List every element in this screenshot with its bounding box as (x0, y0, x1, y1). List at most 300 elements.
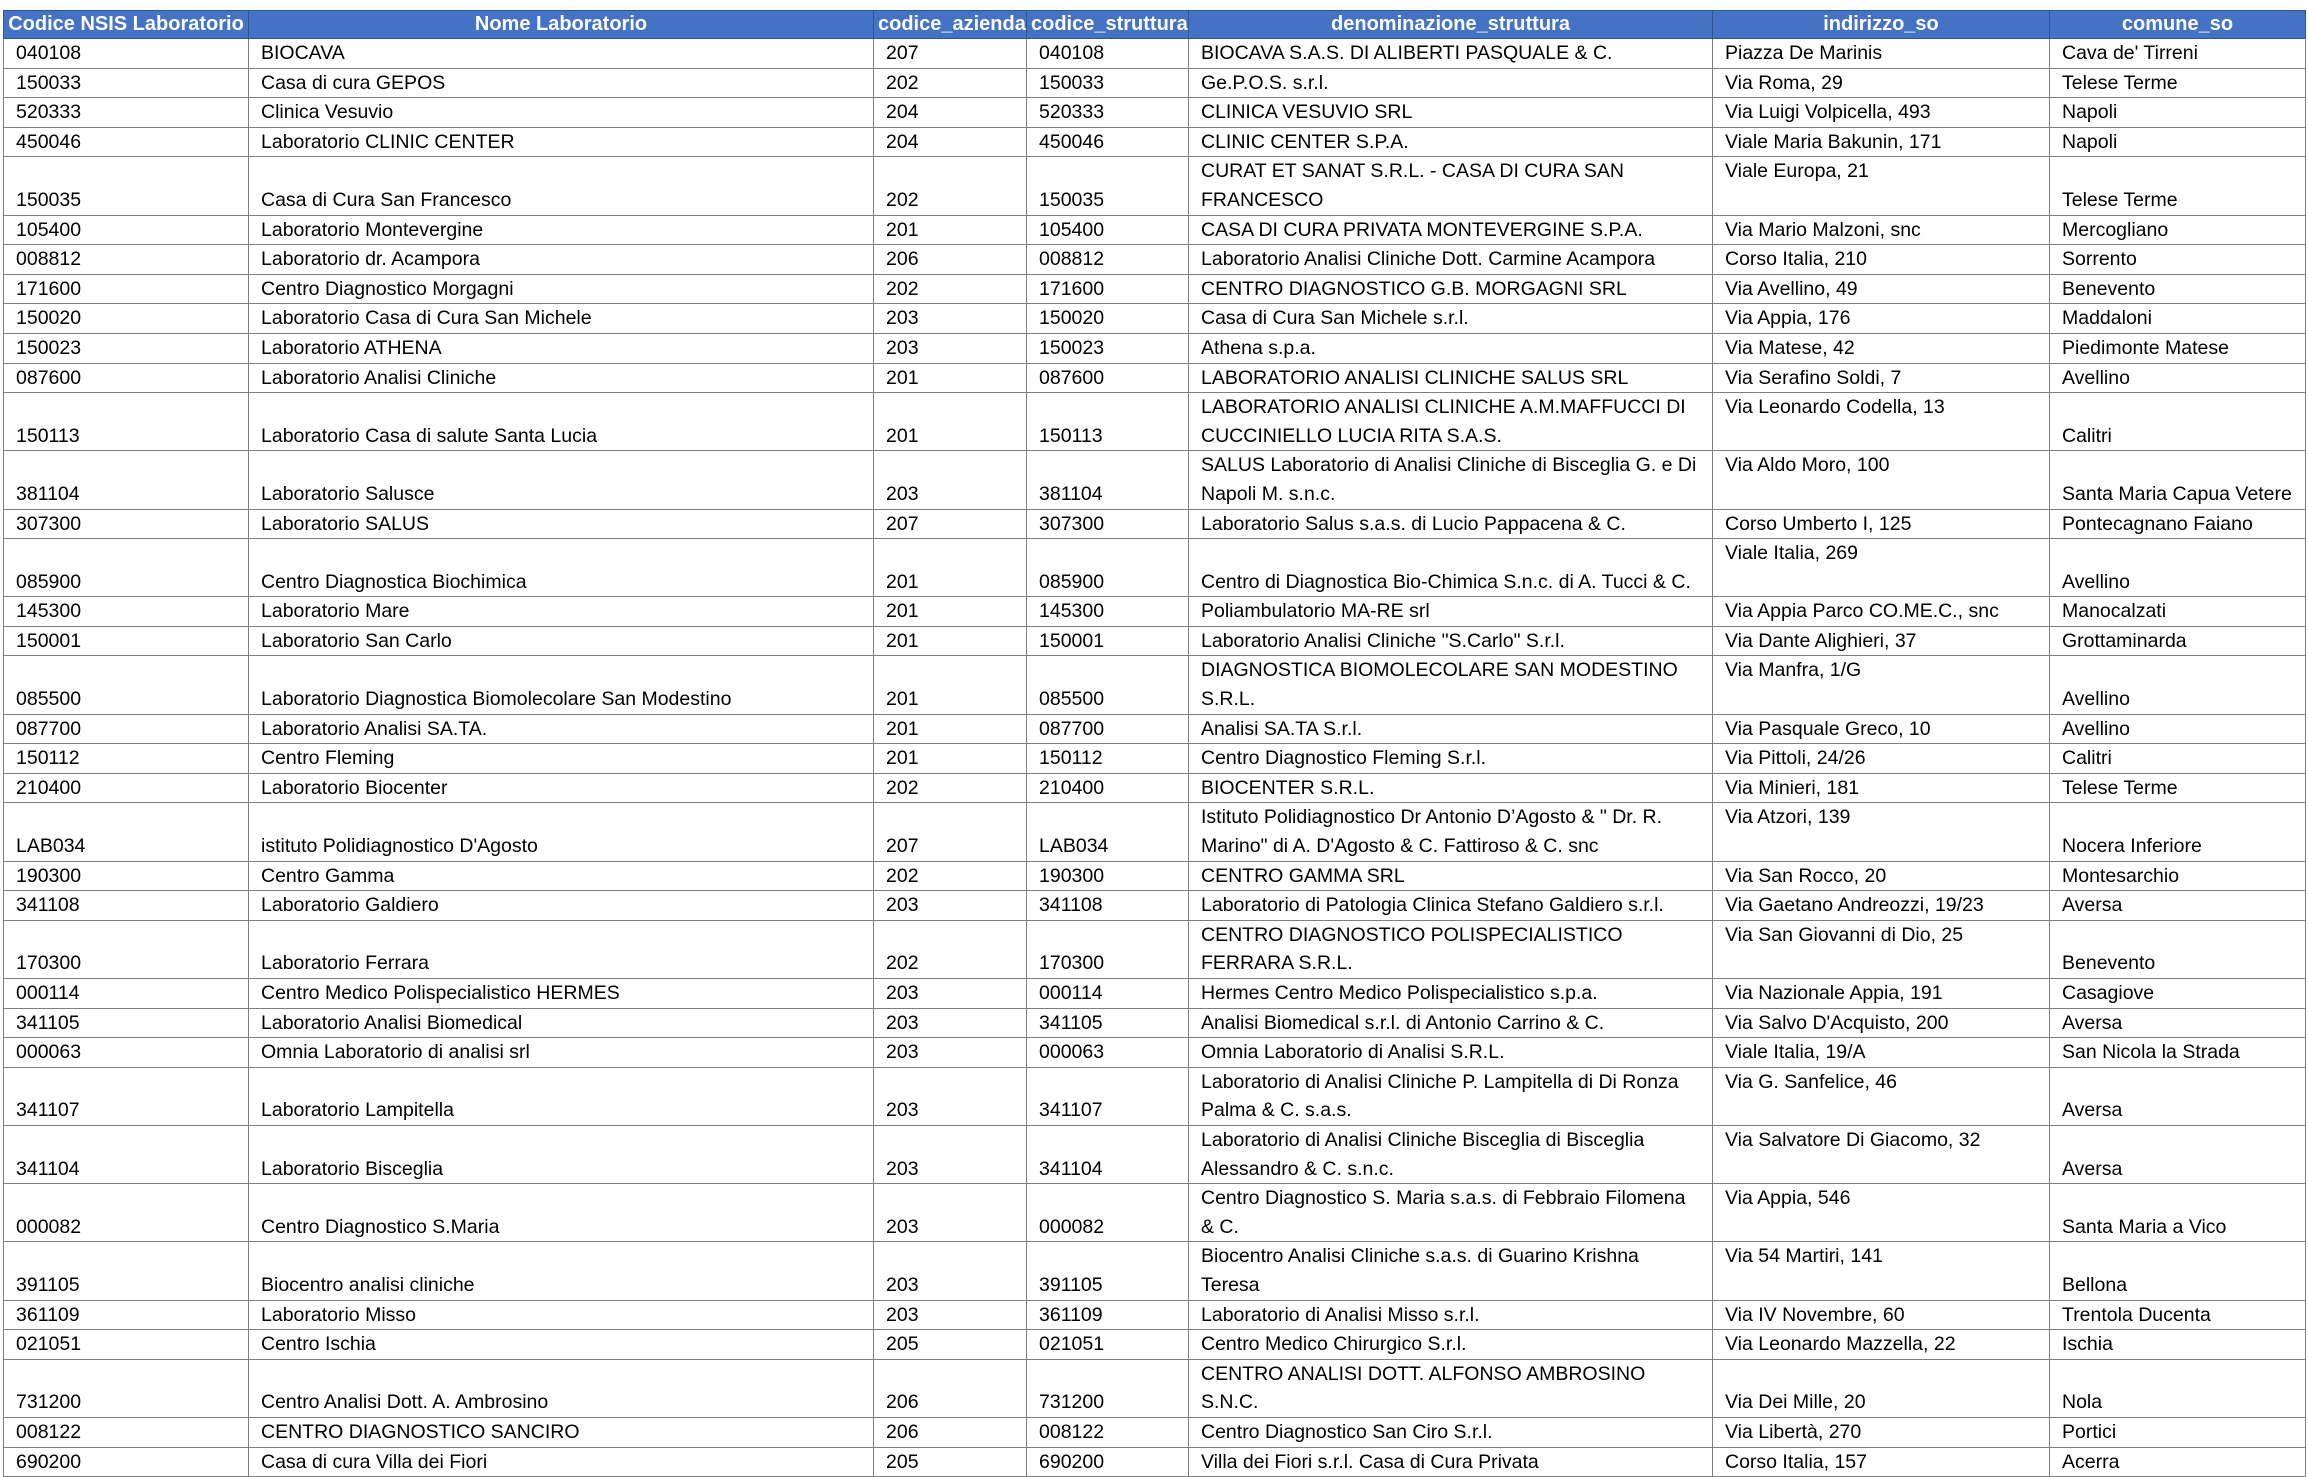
comune-cell[interactable]: Bellona (2050, 1242, 2306, 1300)
indirizzo-cell[interactable]: Via Minieri, 181 (1713, 773, 2050, 803)
table-row[interactable] (4, 509, 2306, 539)
nome-laboratorio-cell[interactable]: Laboratorio Lampitella (249, 1067, 874, 1125)
table-row[interactable] (4, 979, 2306, 1009)
comune-cell[interactable]: Aversa (2050, 1125, 2306, 1183)
denominazione-cell[interactable]: Villa dei Fiori s.r.l. Casa di Cura Privata (1189, 1447, 1713, 1477)
indirizzo-cell[interactable]: Piazza De Marinis (1713, 39, 2050, 69)
table-row[interactable] (4, 39, 2306, 69)
indirizzo-cell[interactable]: Corso Umberto I, 125 (1713, 509, 2050, 539)
nome-laboratorio-cell[interactable]: Centro Diagnostico Morgagni (249, 274, 874, 304)
nome-laboratorio-cell[interactable]: Laboratorio Casa di salute Santa Lucia (249, 393, 874, 451)
codice-nsis-cell[interactable]: 391105 (4, 1242, 249, 1300)
codice-azienda-cell[interactable]: 201 (874, 215, 1027, 245)
codice-struttura-cell[interactable]: 150113 (1027, 393, 1189, 451)
nome-laboratorio-cell[interactable]: CENTRO DIAGNOSTICO SANCIRO (249, 1417, 874, 1447)
indirizzo-cell[interactable]: Via Dante Alighieri, 37 (1713, 626, 2050, 656)
codice-azienda-cell[interactable]: 202 (874, 920, 1027, 978)
indirizzo-cell[interactable]: Via Appia Parco CO.ME.C., snc (1713, 597, 2050, 627)
denominazione-cell[interactable]: Laboratorio di Analisi Misso s.r.l. (1189, 1300, 1713, 1330)
codice-nsis-cell[interactable]: 150035 (4, 157, 249, 215)
denominazione-cell[interactable]: Biocentro Analisi Cliniche s.a.s. di Guarino Krishna Teresa (1189, 1242, 1713, 1300)
codice-struttura-cell[interactable]: 341108 (1027, 891, 1189, 921)
indirizzo-cell[interactable]: Viale Maria Bakunin, 171 (1713, 127, 2050, 157)
nome-laboratorio-cell[interactable]: Centro Diagnostica Biochimica (249, 539, 874, 597)
indirizzo-cell[interactable]: Viale Italia, 19/A (1713, 1038, 2050, 1068)
table-row[interactable] (4, 451, 2306, 509)
denominazione-cell[interactable]: CURAT ET SANAT S.R.L. - CASA DI CURA SAN FRANCESCO (1189, 157, 1713, 215)
indirizzo-cell[interactable]: Via Libertà, 270 (1713, 1417, 2050, 1447)
codice-nsis-cell[interactable]: 450046 (4, 127, 249, 157)
nome-laboratorio-cell[interactable]: Laboratorio SALUS (249, 509, 874, 539)
codice-azienda-cell[interactable]: 201 (874, 626, 1027, 656)
comune-cell[interactable]: Casagiove (2050, 979, 2306, 1009)
codice-struttura-cell[interactable]: 381104 (1027, 451, 1189, 509)
indirizzo-cell[interactable]: Via Avellino, 49 (1713, 274, 2050, 304)
table-row[interactable] (4, 1447, 2306, 1477)
denominazione-cell[interactable]: Analisi Biomedical s.r.l. di Antonio Carrino & C. (1189, 1008, 1713, 1038)
indirizzo-cell[interactable]: Via Leonardo Codella, 13 (1713, 393, 2050, 451)
nome-laboratorio-cell[interactable]: Laboratorio Bisceglia (249, 1125, 874, 1183)
codice-azienda-cell[interactable]: 203 (874, 304, 1027, 334)
codice-struttura-cell[interactable]: 520333 (1027, 98, 1189, 128)
codice-nsis-cell[interactable]: 341105 (4, 1008, 249, 1038)
codice-struttura-cell[interactable]: 008812 (1027, 245, 1189, 275)
codice-azienda-cell[interactable]: 203 (874, 451, 1027, 509)
codice-azienda-cell[interactable]: 201 (874, 597, 1027, 627)
indirizzo-cell[interactable]: Via Matese, 42 (1713, 333, 2050, 363)
comune-cell[interactable]: Santa Maria Capua Vetere (2050, 451, 2306, 509)
codice-azienda-cell[interactable]: 202 (874, 157, 1027, 215)
indirizzo-cell[interactable]: Via Luigi Volpicella, 493 (1713, 98, 2050, 128)
table-row[interactable] (4, 215, 2306, 245)
comune-cell[interactable]: Trentola Ducenta (2050, 1300, 2306, 1330)
codice-azienda-cell[interactable]: 204 (874, 98, 1027, 128)
comune-cell[interactable]: Portici (2050, 1417, 2306, 1447)
codice-struttura-cell[interactable]: 087600 (1027, 363, 1189, 393)
header-codice-nsis[interactable]: Codice NSIS Laboratorio (4, 11, 249, 39)
nome-laboratorio-cell[interactable]: Laboratorio Biocenter (249, 773, 874, 803)
codice-azienda-cell[interactable]: 207 (874, 509, 1027, 539)
nome-laboratorio-cell[interactable]: Centro Medico Polispecialistico HERMES (249, 979, 874, 1009)
indirizzo-cell[interactable]: Via San Rocco, 20 (1713, 861, 2050, 891)
codice-azienda-cell[interactable]: 202 (874, 274, 1027, 304)
codice-struttura-cell[interactable]: 087700 (1027, 714, 1189, 744)
nome-laboratorio-cell[interactable]: Centro Ischia (249, 1330, 874, 1360)
codice-nsis-cell[interactable]: 008812 (4, 245, 249, 275)
comune-cell[interactable]: Aversa (2050, 891, 2306, 921)
table-row[interactable] (4, 803, 2306, 861)
nome-laboratorio-cell[interactable]: Laboratorio Montevergine (249, 215, 874, 245)
nome-laboratorio-cell[interactable]: Laboratorio Salusce (249, 451, 874, 509)
codice-nsis-cell[interactable]: LAB034 (4, 803, 249, 861)
codice-nsis-cell[interactable]: 690200 (4, 1447, 249, 1477)
table-row[interactable] (4, 245, 2306, 275)
codice-azienda-cell[interactable]: 206 (874, 245, 1027, 275)
codice-azienda-cell[interactable]: 201 (874, 656, 1027, 714)
codice-azienda-cell[interactable]: 201 (874, 714, 1027, 744)
codice-azienda-cell[interactable]: 207 (874, 803, 1027, 861)
codice-nsis-cell[interactable]: 341104 (4, 1125, 249, 1183)
codice-azienda-cell[interactable]: 203 (874, 1038, 1027, 1068)
denominazione-cell[interactable]: Centro Diagnostico S. Maria s.a.s. di Febbraio Filomena & C. (1189, 1184, 1713, 1242)
codice-nsis-cell[interactable]: 145300 (4, 597, 249, 627)
indirizzo-cell[interactable]: Via Salvo D'Acquisto, 200 (1713, 1008, 2050, 1038)
table-row[interactable] (4, 773, 2306, 803)
table-row[interactable] (4, 304, 2306, 334)
table-row[interactable] (4, 656, 2306, 714)
comune-cell[interactable]: Sorrento (2050, 245, 2306, 275)
comune-cell[interactable]: Avellino (2050, 656, 2306, 714)
comune-cell[interactable]: Calitri (2050, 393, 2306, 451)
indirizzo-cell[interactable]: Via Atzori, 139 (1713, 803, 2050, 861)
denominazione-cell[interactable]: Athena s.p.a. (1189, 333, 1713, 363)
header-indirizzo[interactable]: indirizzo_so (1713, 11, 2050, 39)
table-row[interactable] (4, 714, 2306, 744)
codice-struttura-cell[interactable]: 170300 (1027, 920, 1189, 978)
denominazione-cell[interactable]: Centro Diagnostico San Ciro S.r.l. (1189, 1417, 1713, 1447)
codice-struttura-cell[interactable]: 000082 (1027, 1184, 1189, 1242)
codice-nsis-cell[interactable]: 150020 (4, 304, 249, 334)
indirizzo-cell[interactable]: Via Gaetano Andreozzi, 19/23 (1713, 891, 2050, 921)
table-row[interactable] (4, 1242, 2306, 1300)
nome-laboratorio-cell[interactable]: Centro Diagnostico S.Maria (249, 1184, 874, 1242)
codice-azienda-cell[interactable]: 203 (874, 1067, 1027, 1125)
nome-laboratorio-cell[interactable]: Laboratorio Analisi SA.TA. (249, 714, 874, 744)
table-row[interactable] (4, 363, 2306, 393)
comune-cell[interactable]: Manocalzati (2050, 597, 2306, 627)
indirizzo-cell[interactable]: Via Pittoli, 24/26 (1713, 744, 2050, 774)
nome-laboratorio-cell[interactable]: istituto Polidiagnostico D'Agosto (249, 803, 874, 861)
denominazione-cell[interactable]: Laboratorio Analisi Cliniche "S.Carlo" S.r.l. (1189, 626, 1713, 656)
codice-struttura-cell[interactable]: 690200 (1027, 1447, 1189, 1477)
codice-nsis-cell[interactable]: 210400 (4, 773, 249, 803)
comune-cell[interactable]: Acerra (2050, 1447, 2306, 1477)
comune-cell[interactable]: Avellino (2050, 714, 2306, 744)
denominazione-cell[interactable]: Laboratorio di Patologia Clinica Stefano Galdiero s.r.l. (1189, 891, 1713, 921)
nome-laboratorio-cell[interactable]: Laboratorio dr. Acampora (249, 245, 874, 275)
denominazione-cell[interactable]: Laboratorio Salus s.a.s. di Lucio Pappacena & C. (1189, 509, 1713, 539)
denominazione-cell[interactable]: LABORATORIO ANALISI CLINICHE SALUS SRL (1189, 363, 1713, 393)
nome-laboratorio-cell[interactable]: Centro Fleming (249, 744, 874, 774)
table-row[interactable] (4, 1008, 2306, 1038)
indirizzo-cell[interactable]: Viale Italia, 269 (1713, 539, 2050, 597)
indirizzo-cell[interactable]: Via Serafino Soldi, 7 (1713, 363, 2050, 393)
header-denominazione-struttura[interactable]: denominazione_struttura (1189, 11, 1713, 39)
codice-struttura-cell[interactable]: 171600 (1027, 274, 1189, 304)
denominazione-cell[interactable]: Centro Medico Chirurgico S.r.l. (1189, 1330, 1713, 1360)
table-row[interactable] (4, 68, 2306, 98)
table-row[interactable] (4, 157, 2306, 215)
indirizzo-cell[interactable]: Viale Europa, 21 (1713, 157, 2050, 215)
codice-nsis-cell[interactable]: 150033 (4, 68, 249, 98)
codice-nsis-cell[interactable]: 520333 (4, 98, 249, 128)
codice-nsis-cell[interactable]: 105400 (4, 215, 249, 245)
codice-nsis-cell[interactable]: 000082 (4, 1184, 249, 1242)
codice-azienda-cell[interactable]: 203 (874, 891, 1027, 921)
indirizzo-cell[interactable]: Via Mario Malzoni, snc (1713, 215, 2050, 245)
nome-laboratorio-cell[interactable]: Laboratorio ATHENA (249, 333, 874, 363)
table-row[interactable] (4, 1038, 2306, 1068)
indirizzo-cell[interactable]: Corso Italia, 157 (1713, 1447, 2050, 1477)
table-row[interactable] (4, 1067, 2306, 1125)
indirizzo-cell[interactable]: Via Appia, 176 (1713, 304, 2050, 334)
comune-cell[interactable]: Avellino (2050, 539, 2306, 597)
codice-azienda-cell[interactable]: 203 (874, 1242, 1027, 1300)
nome-laboratorio-cell[interactable]: BIOCAVA (249, 39, 874, 69)
indirizzo-cell[interactable]: Via Nazionale Appia, 191 (1713, 979, 2050, 1009)
comune-cell[interactable]: Napoli (2050, 98, 2306, 128)
table-row[interactable] (4, 1125, 2306, 1183)
nome-laboratorio-cell[interactable]: Laboratorio Analisi Cliniche (249, 363, 874, 393)
codice-struttura-cell[interactable]: 341107 (1027, 1067, 1189, 1125)
codice-nsis-cell[interactable]: 087700 (4, 714, 249, 744)
codice-struttura-cell[interactable]: 150112 (1027, 744, 1189, 774)
codice-azienda-cell[interactable]: 203 (874, 979, 1027, 1009)
table-row[interactable] (4, 1417, 2306, 1447)
codice-azienda-cell[interactable]: 202 (874, 68, 1027, 98)
header-nome-laboratorio[interactable]: Nome Laboratorio (249, 11, 874, 39)
comune-cell[interactable]: Aversa (2050, 1067, 2306, 1125)
denominazione-cell[interactable]: Poliambulatorio MA-RE srl (1189, 597, 1713, 627)
table-row[interactable] (4, 920, 2306, 978)
codice-struttura-cell[interactable]: LAB034 (1027, 803, 1189, 861)
denominazione-cell[interactable]: BIOCAVA S.A.S. DI ALIBERTI PASQUALE & C. (1189, 39, 1713, 69)
codice-nsis-cell[interactable]: 000114 (4, 979, 249, 1009)
denominazione-cell[interactable]: LABORATORIO ANALISI CLINICHE A.M.MAFFUCCI DI CUCCINIELLO LUCIA RITA S.A.S. (1189, 393, 1713, 451)
comune-cell[interactable]: Aversa (2050, 1008, 2306, 1038)
comune-cell[interactable]: Montesarchio (2050, 861, 2306, 891)
nome-laboratorio-cell[interactable]: Clinica Vesuvio (249, 98, 874, 128)
comune-cell[interactable]: Telese Terme (2050, 773, 2306, 803)
comune-cell[interactable]: Cava de' Tirreni (2050, 39, 2306, 69)
table-row[interactable] (4, 333, 2306, 363)
codice-nsis-cell[interactable]: 150113 (4, 393, 249, 451)
nome-laboratorio-cell[interactable]: Casa di cura Villa dei Fiori (249, 1447, 874, 1477)
codice-nsis-cell[interactable]: 190300 (4, 861, 249, 891)
codice-azienda-cell[interactable]: 207 (874, 39, 1027, 69)
indirizzo-cell[interactable]: Via Dei Mille, 20 (1713, 1359, 2050, 1417)
codice-nsis-cell[interactable]: 361109 (4, 1300, 249, 1330)
codice-azienda-cell[interactable]: 201 (874, 744, 1027, 774)
table-row[interactable] (4, 626, 2306, 656)
denominazione-cell[interactable]: CASA DI CURA PRIVATA MONTEVERGINE S.P.A. (1189, 215, 1713, 245)
denominazione-cell[interactable]: Laboratorio Analisi Cliniche Dott. Carmine Acampora (1189, 245, 1713, 275)
codice-nsis-cell[interactable]: 170300 (4, 920, 249, 978)
denominazione-cell[interactable]: Istituto Polidiagnostico Dr Antonio D’Agosto & " Dr. R. Marino" di A. D'Agosto & C. Fattiroso & C. snc (1189, 803, 1713, 861)
comune-cell[interactable]: Pontecagnano Faiano (2050, 509, 2306, 539)
codice-struttura-cell[interactable]: 150001 (1027, 626, 1189, 656)
codice-struttura-cell[interactable]: 150033 (1027, 68, 1189, 98)
table-row[interactable] (4, 127, 2306, 157)
codice-struttura-cell[interactable]: 361109 (1027, 1300, 1189, 1330)
codice-nsis-cell[interactable]: 021051 (4, 1330, 249, 1360)
nome-laboratorio-cell[interactable]: Laboratorio Galdiero (249, 891, 874, 921)
codice-struttura-cell[interactable]: 150023 (1027, 333, 1189, 363)
indirizzo-cell[interactable]: Via Roma, 29 (1713, 68, 2050, 98)
codice-nsis-cell[interactable]: 085500 (4, 656, 249, 714)
codice-struttura-cell[interactable]: 021051 (1027, 1330, 1189, 1360)
header-codice-azienda[interactable]: codice_azienda (874, 11, 1027, 39)
nome-laboratorio-cell[interactable]: Centro Analisi Dott. A. Ambrosino (249, 1359, 874, 1417)
table-row[interactable] (4, 274, 2306, 304)
table-row[interactable] (4, 1330, 2306, 1360)
codice-nsis-cell[interactable]: 150023 (4, 333, 249, 363)
codice-azienda-cell[interactable]: 205 (874, 1330, 1027, 1360)
codice-azienda-cell[interactable]: 203 (874, 1184, 1027, 1242)
codice-azienda-cell[interactable]: 203 (874, 1125, 1027, 1183)
table-row[interactable] (4, 744, 2306, 774)
codice-struttura-cell[interactable]: 210400 (1027, 773, 1189, 803)
nome-laboratorio-cell[interactable]: Biocentro analisi cliniche (249, 1242, 874, 1300)
codice-struttura-cell[interactable]: 341104 (1027, 1125, 1189, 1183)
codice-azienda-cell[interactable]: 202 (874, 773, 1027, 803)
indirizzo-cell[interactable]: Via Leonardo Mazzella, 22 (1713, 1330, 2050, 1360)
comune-cell[interactable]: Nocera Inferiore (2050, 803, 2306, 861)
denominazione-cell[interactable]: Laboratorio di Analisi Cliniche Bisceglia di Bisceglia Alessandro & C. s.n.c. (1189, 1125, 1713, 1183)
comune-cell[interactable]: Benevento (2050, 920, 2306, 978)
codice-nsis-cell[interactable]: 000063 (4, 1038, 249, 1068)
codice-azienda-cell[interactable]: 206 (874, 1417, 1027, 1447)
denominazione-cell[interactable]: DIAGNOSTICA BIOMOLECOLARE SAN MODESTINO S.R.L. (1189, 656, 1713, 714)
codice-struttura-cell[interactable]: 085900 (1027, 539, 1189, 597)
nome-laboratorio-cell[interactable]: Omnia Laboratorio di analisi srl (249, 1038, 874, 1068)
comune-cell[interactable]: Maddaloni (2050, 304, 2306, 334)
codice-azienda-cell[interactable]: 203 (874, 1008, 1027, 1038)
indirizzo-cell[interactable]: Via 54 Martiri, 141 (1713, 1242, 2050, 1300)
comune-cell[interactable]: Nola (2050, 1359, 2306, 1417)
nome-laboratorio-cell[interactable]: Laboratorio San Carlo (249, 626, 874, 656)
indirizzo-cell[interactable]: Via IV Novembre, 60 (1713, 1300, 2050, 1330)
comune-cell[interactable]: Mercogliano (2050, 215, 2306, 245)
denominazione-cell[interactable]: CENTRO GAMMA SRL (1189, 861, 1713, 891)
nome-laboratorio-cell[interactable]: Laboratorio Casa di Cura San Michele (249, 304, 874, 334)
comune-cell[interactable]: Telese Terme (2050, 68, 2306, 98)
indirizzo-cell[interactable]: Via Salvatore Di Giacomo, 32 (1713, 1125, 2050, 1183)
codice-azienda-cell[interactable]: 202 (874, 861, 1027, 891)
codice-azienda-cell[interactable]: 204 (874, 127, 1027, 157)
codice-struttura-cell[interactable]: 000063 (1027, 1038, 1189, 1068)
table-row[interactable] (4, 98, 2306, 128)
nome-laboratorio-cell[interactable]: Casa di cura GEPOS (249, 68, 874, 98)
indirizzo-cell[interactable]: Via Pasquale Greco, 10 (1713, 714, 2050, 744)
nome-laboratorio-cell[interactable]: Laboratorio CLINIC CENTER (249, 127, 874, 157)
denominazione-cell[interactable]: Omnia Laboratorio di Analisi S.R.L. (1189, 1038, 1713, 1068)
codice-nsis-cell[interactable]: 150001 (4, 626, 249, 656)
denominazione-cell[interactable]: Laboratorio di Analisi Cliniche P. Lampitella di Di Ronza Palma & C. s.a.s. (1189, 1067, 1713, 1125)
indirizzo-cell[interactable]: Via San Giovanni di Dio, 25 (1713, 920, 2050, 978)
codice-azienda-cell[interactable]: 205 (874, 1447, 1027, 1477)
table-row[interactable] (4, 539, 2306, 597)
table-row[interactable] (4, 1184, 2306, 1242)
indirizzo-cell[interactable]: Via Appia, 546 (1713, 1184, 2050, 1242)
codice-azienda-cell[interactable]: 203 (874, 333, 1027, 363)
indirizzo-cell[interactable]: Via G. Sanfelice, 46 (1713, 1067, 2050, 1125)
codice-struttura-cell[interactable]: 150035 (1027, 157, 1189, 215)
denominazione-cell[interactable]: BIOCENTER S.R.L. (1189, 773, 1713, 803)
codice-azienda-cell[interactable]: 206 (874, 1359, 1027, 1417)
comune-cell[interactable]: San Nicola la Strada (2050, 1038, 2306, 1068)
denominazione-cell[interactable]: Casa di Cura San Michele s.r.l. (1189, 304, 1713, 334)
denominazione-cell[interactable]: SALUS Laboratorio di Analisi Cliniche di Bisceglia G. e Di Napoli M. s.n.c. (1189, 451, 1713, 509)
comune-cell[interactable]: Piedimonte Matese (2050, 333, 2306, 363)
codice-struttura-cell[interactable]: 085500 (1027, 656, 1189, 714)
denominazione-cell[interactable]: Ge.P.O.S. s.r.l. (1189, 68, 1713, 98)
nome-laboratorio-cell[interactable]: Laboratorio Ferrara (249, 920, 874, 978)
table-row[interactable] (4, 393, 2306, 451)
codice-azienda-cell[interactable]: 201 (874, 539, 1027, 597)
codice-struttura-cell[interactable]: 008122 (1027, 1417, 1189, 1447)
codice-nsis-cell[interactable]: 341107 (4, 1067, 249, 1125)
codice-azienda-cell[interactable]: 201 (874, 363, 1027, 393)
table-row[interactable] (4, 891, 2306, 921)
table-row[interactable] (4, 1359, 2306, 1417)
comune-cell[interactable]: Grottaminarda (2050, 626, 2306, 656)
codice-struttura-cell[interactable]: 040108 (1027, 39, 1189, 69)
denominazione-cell[interactable]: Hermes Centro Medico Polispecialistico s.p.a. (1189, 979, 1713, 1009)
comune-cell[interactable]: Benevento (2050, 274, 2306, 304)
codice-struttura-cell[interactable]: 391105 (1027, 1242, 1189, 1300)
codice-nsis-cell[interactable]: 341108 (4, 891, 249, 921)
nome-laboratorio-cell[interactable]: Centro Gamma (249, 861, 874, 891)
codice-struttura-cell[interactable]: 450046 (1027, 127, 1189, 157)
denominazione-cell[interactable]: CLINIC CENTER S.P.A. (1189, 127, 1713, 157)
codice-struttura-cell[interactable]: 145300 (1027, 597, 1189, 627)
codice-nsis-cell[interactable]: 307300 (4, 509, 249, 539)
denominazione-cell[interactable]: CENTRO ANALISI DOTT. ALFONSO AMBROSINO S.N.C. (1189, 1359, 1713, 1417)
nome-laboratorio-cell[interactable]: Laboratorio Misso (249, 1300, 874, 1330)
codice-struttura-cell[interactable]: 190300 (1027, 861, 1189, 891)
comune-cell[interactable]: Napoli (2050, 127, 2306, 157)
nome-laboratorio-cell[interactable]: Laboratorio Mare (249, 597, 874, 627)
codice-nsis-cell[interactable]: 150112 (4, 744, 249, 774)
codice-struttura-cell[interactable]: 341105 (1027, 1008, 1189, 1038)
codice-struttura-cell[interactable]: 105400 (1027, 215, 1189, 245)
codice-azienda-cell[interactable]: 201 (874, 393, 1027, 451)
codice-nsis-cell[interactable]: 085900 (4, 539, 249, 597)
table-row[interactable] (4, 597, 2306, 627)
codice-azienda-cell[interactable]: 203 (874, 1300, 1027, 1330)
codice-struttura-cell[interactable]: 150020 (1027, 304, 1189, 334)
indirizzo-cell[interactable]: Via Manfra, 1/G (1713, 656, 2050, 714)
nome-laboratorio-cell[interactable]: Casa di Cura San Francesco (249, 157, 874, 215)
comune-cell[interactable]: Calitri (2050, 744, 2306, 774)
codice-struttura-cell[interactable]: 731200 (1027, 1359, 1189, 1417)
codice-nsis-cell[interactable]: 381104 (4, 451, 249, 509)
codice-struttura-cell[interactable]: 000114 (1027, 979, 1189, 1009)
table-row[interactable] (4, 861, 2306, 891)
denominazione-cell[interactable]: Analisi SA.TA S.r.l. (1189, 714, 1713, 744)
indirizzo-cell[interactable]: Corso Italia, 210 (1713, 245, 2050, 275)
header-codice-struttura[interactable]: codice_struttura (1027, 11, 1189, 39)
codice-nsis-cell[interactable]: 040108 (4, 39, 249, 69)
table-row[interactable] (4, 1300, 2306, 1330)
codice-nsis-cell[interactable]: 008122 (4, 1417, 249, 1447)
denominazione-cell[interactable]: CLINICA VESUVIO SRL (1189, 98, 1713, 128)
comune-cell[interactable]: Santa Maria a Vico (2050, 1184, 2306, 1242)
codice-struttura-cell[interactable]: 307300 (1027, 509, 1189, 539)
comune-cell[interactable]: Ischia (2050, 1330, 2306, 1360)
comune-cell[interactable]: Telese Terme (2050, 157, 2306, 215)
nome-laboratorio-cell[interactable]: Laboratorio Analisi Biomedical (249, 1008, 874, 1038)
denominazione-cell[interactable]: CENTRO DIAGNOSTICO POLISPECIALISTICO FERRARA S.R.L. (1189, 920, 1713, 978)
codice-nsis-cell[interactable]: 171600 (4, 274, 249, 304)
denominazione-cell[interactable]: CENTRO DIAGNOSTICO G.B. MORGAGNI SRL (1189, 274, 1713, 304)
denominazione-cell[interactable]: Centro di Diagnostica Bio-Chimica S.n.c. di A. Tucci & C. (1189, 539, 1713, 597)
comune-cell[interactable]: Avellino (2050, 363, 2306, 393)
nome-laboratorio-cell[interactable]: Laboratorio Diagnostica Biomolecolare San Modestino (249, 656, 874, 714)
indirizzo-cell[interactable]: Via Aldo Moro, 100 (1713, 451, 2050, 509)
codice-nsis-cell[interactable]: 087600 (4, 363, 249, 393)
